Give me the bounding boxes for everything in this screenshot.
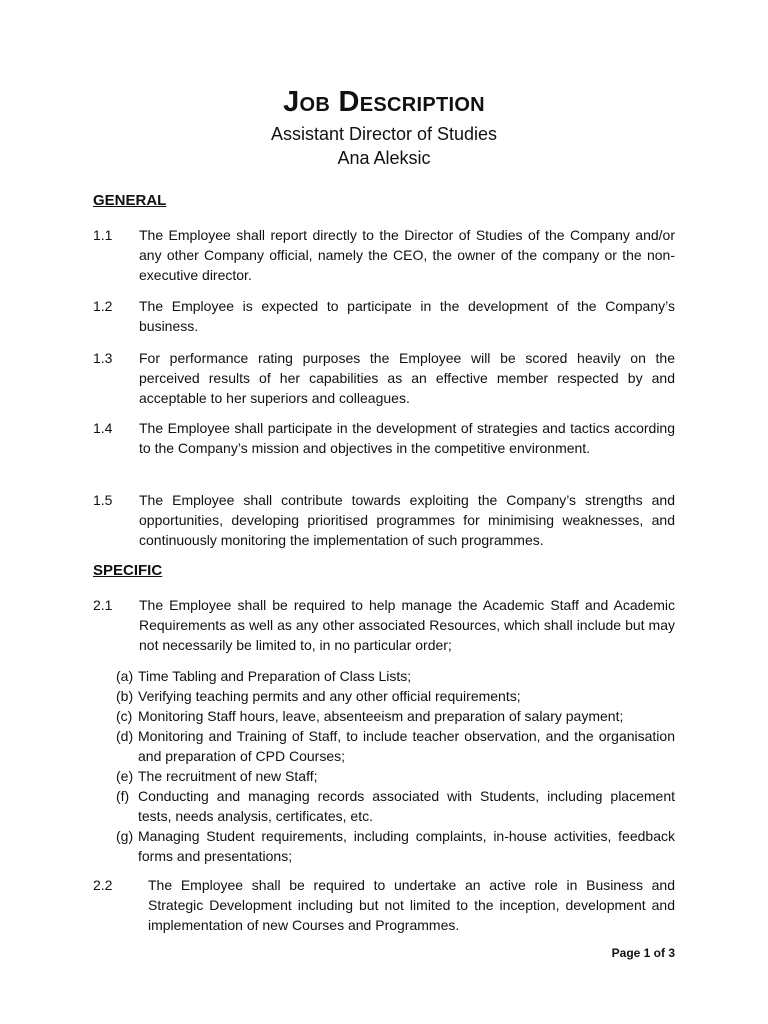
clause-text: The Employee shall participate in the development of strategies and tactics according to the Company’s mission and objectives in the competitive environment. bbox=[139, 420, 675, 456]
list-item-label: (f) bbox=[116, 788, 130, 804]
clause-number: 1.4 bbox=[93, 420, 113, 436]
list-item bbox=[116, 786, 675, 826]
list-item-label: (a) bbox=[116, 668, 134, 684]
list-item-label: (b) bbox=[116, 688, 134, 704]
job-title: Assistant Director of Studies bbox=[270, 124, 498, 144]
list-item-text: Monitoring and Training of Staff, to include teacher observation, and the organisation and preparation of CPD Courses; bbox=[138, 728, 675, 764]
clause-text: The Employee is expected to participate in the development of the Company’s business. bbox=[139, 298, 675, 334]
clause-number: 1.1 bbox=[93, 227, 113, 243]
list-item-text: Verifying teaching permits and any other official requirements; bbox=[138, 688, 521, 704]
list-item bbox=[116, 706, 675, 726]
list-item bbox=[116, 766, 675, 786]
list-item-text: Conducting and managing records associated with Students, including placement tests, needs analysis, certificates, etc. bbox=[138, 788, 675, 824]
document-title: Job Description bbox=[283, 86, 485, 118]
sub-item-list bbox=[116, 666, 675, 866]
list-item bbox=[116, 726, 675, 766]
list-item bbox=[116, 666, 675, 686]
section-heading-general: GENERAL bbox=[93, 192, 167, 209]
clause-text: The Employee shall be required to help manage the Academic Staff and Academic Requirements as well as any other associated Resources, which shall include but may not necessarily be limited to, in no particular order; bbox=[139, 597, 675, 653]
clause-text: The Employee shall contribute towards exploiting the Company’s strengths and opportunities, developing prioritised programmes for minimising weaknesses, and continuously monitoring the implementation of such programmes. bbox=[139, 492, 675, 548]
page-number: Page 1 of 3 bbox=[611, 946, 675, 960]
list-item bbox=[116, 826, 675, 866]
employee-name: Ana Aleksic bbox=[337, 148, 431, 168]
list-item bbox=[116, 686, 675, 706]
clause-number: 2.2 bbox=[93, 877, 113, 893]
clause-text: For performance rating purposes the Employee will be scored heavily on the perceived results of her capabilities as an effective member respected by and acceptable to her superiors and colleagues. bbox=[139, 350, 675, 406]
clause-number: 2.1 bbox=[93, 597, 113, 613]
list-item-text: Time Tabling and Preparation of Class Lists; bbox=[138, 668, 412, 684]
clause-text: The Employee shall report directly to the Director of Studies of the Company and/or any other Company official, namely the CEO, the owner of the company or the non-executive director. bbox=[139, 227, 675, 283]
list-item-text: Managing Student requirements, including complaints, in-house activities, feedback forms and presentations; bbox=[138, 828, 675, 864]
clause-number: 1.3 bbox=[93, 350, 113, 366]
clause-number: 1.2 bbox=[93, 298, 113, 314]
section-heading-specific: SPECIFIC bbox=[93, 562, 163, 579]
clause-text: The Employee shall be required to undertake an active role in Business and Strategic Development including but not limited to the inception, development and implementation of new Courses and Programmes. bbox=[148, 877, 675, 933]
list-item-label: (e) bbox=[116, 768, 134, 784]
list-item-label: (c) bbox=[116, 708, 133, 724]
list-item-text: Monitoring Staff hours, leave, absenteeism and preparation of salary payment; bbox=[138, 708, 624, 724]
list-item-label: (d) bbox=[116, 728, 134, 744]
clause-number: 1.5 bbox=[93, 492, 113, 508]
list-item-text: The recruitment of new Staff; bbox=[138, 768, 318, 784]
list-item-label: (g) bbox=[116, 828, 134, 844]
